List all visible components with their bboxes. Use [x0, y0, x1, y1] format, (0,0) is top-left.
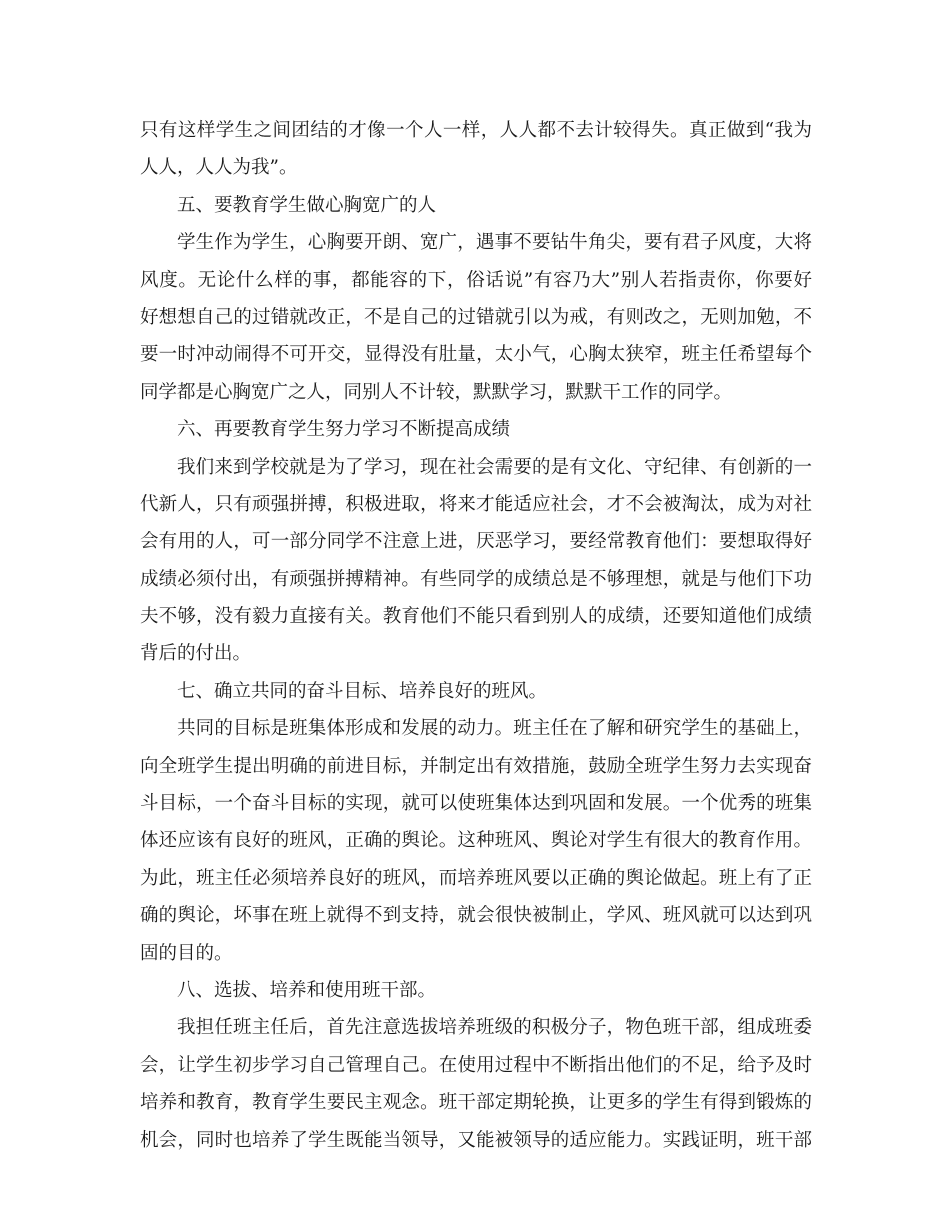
document-body	[140, 112, 812, 1159]
text-line: 培养和教育，教育学生要民主观念。班干部定期轮换，让更多的学生有得到锻炼的	[140, 1092, 812, 1114]
text-line: 体还应该有良好的班风，正确的舆论。这种班风、舆论对学生有很大的教育作用。	[140, 830, 812, 852]
paragraph-start-line: 学生作为学生，心胸要开朗、宽广，遇事不要钻牛角尖，要有君子风度，大将	[177, 232, 812, 254]
paragraph-start-line: 六、再要教育学生努力学习不断提高成绩	[177, 419, 511, 441]
text-line: 机会，同时也培养了学生既能当领导，又能被领导的适应能力。实践证明，班干部	[140, 1129, 812, 1151]
paragraph-start-line: 我担任班主任后，首先注意选拔培养班级的积极分子，物色班干部，组成班委	[177, 1017, 812, 1039]
text-line: 风度。无论什么样的事，都能容的下，俗话说”有容乃大”别人若指责你，你要好	[140, 269, 812, 291]
text-line: 同学都是心胸宽广之人，同别人不计较，默默学习，默默干工作的同学。	[140, 381, 733, 403]
text-line: 要一时冲动闹得不可开交，显得没有肚量，太小气，心胸太狭窄，班主任希望每个	[140, 344, 812, 366]
paragraph-start-line: 共同的目标是班集体形成和发展的动力。班主任在了解和研究学生的基础上，	[177, 718, 812, 740]
paragraph-start-line: 七、确立共同的奋斗目标、培养良好的班风。	[177, 680, 548, 702]
text-line: 固的目的。	[140, 942, 233, 964]
text-line: 人人，人人为我”。	[140, 157, 298, 179]
text-line: 为此，班主任必须培养良好的班风，而培养班风要以正确的舆论做起。班上有了正	[140, 867, 812, 889]
text-line: 背后的付出。	[140, 643, 252, 665]
text-line: 夫不够，没有毅力直接有关。教育他们不能只看到别人的成绩，还要知道他们成绩	[140, 606, 812, 628]
text-line: 只有这样学生之间团结的才像一个人一样，人人都不去计较得失。真正做到“我为	[140, 120, 812, 141]
text-line: 好想想自己的过错就改正，不是自己的过错就引以为戒，有则改之，无则加勉，不	[140, 306, 812, 328]
text-line: 会，让学生初步学习自己管理自己。在使用过程中不断指出他们的不足，给予及时	[140, 1054, 812, 1076]
text-line: 斗目标，一个奋斗目标的实现，就可以使班集体达到巩固和发展。一个优秀的班集	[140, 793, 812, 815]
text-line: 成绩必须付出，有顽强拼搏精神。有些同学的成绩总是不够理想，就是与他们下功	[140, 568, 812, 590]
paragraph-start-line: 五、要教育学生做心胸宽广的人	[177, 194, 437, 216]
paragraph-start-line: 八、选拔、培养和使用班干部。	[177, 979, 437, 1001]
text-line: 代新人，只有顽强拼搏，积极进取，将来才能适应社会，才不会被淘汰，成为对社	[140, 493, 812, 515]
text-line: 确的舆论，坏事在班上就得不到支持，就会很快被制止，学风、班风就可以达到巩	[140, 905, 812, 927]
text-line: 会有用的人，可一部分同学不注意上进，厌恶学习，要经常教育他们：要想取得好	[140, 531, 812, 553]
paragraph-start-line: 我们来到学校就是为了学习，现在社会需要的是有文化、守纪律、有创新的一	[177, 456, 812, 478]
text-line: 向全班学生提出明确的前进目标，并制定出有效措施，鼓励全班学生努力去实现奋	[140, 755, 812, 777]
